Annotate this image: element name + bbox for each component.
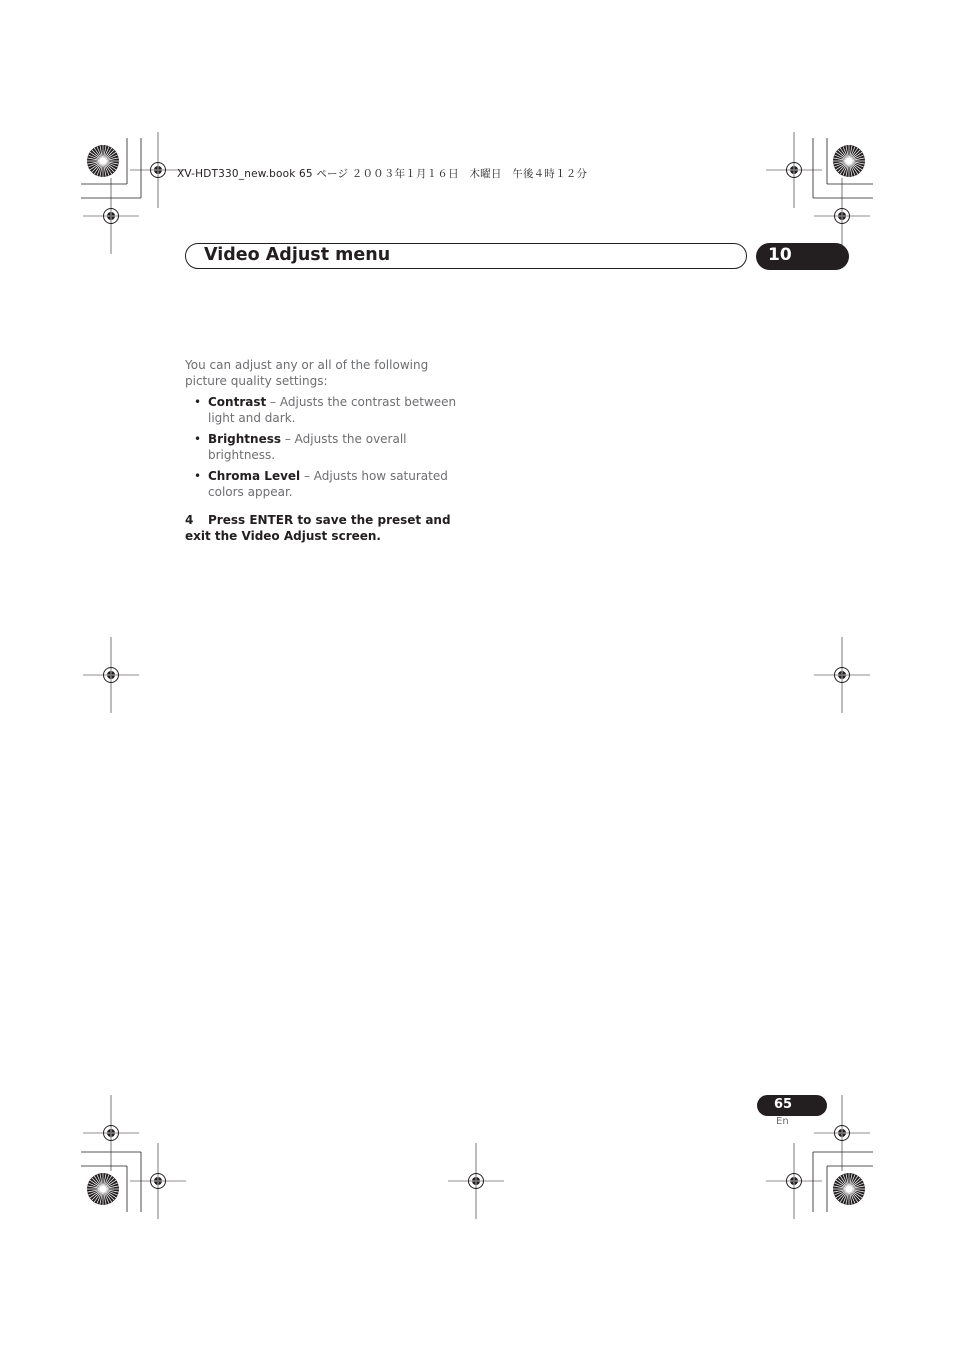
setting-description: – Adjusts how saturated colors appear. [208, 469, 448, 499]
bullet-icon: • [194, 395, 202, 409]
step-instruction [185, 512, 460, 544]
list-item [185, 468, 460, 500]
list-item [185, 431, 460, 463]
chapter-number: 10 [768, 245, 792, 265]
step-text: Press ENTER to save the preset and exit the Video Adjust screen. [185, 513, 451, 543]
step-number: 4 [185, 513, 194, 527]
setting-term: Chroma Level [208, 469, 301, 483]
setting-description: – Adjusts the overall brightness. [208, 432, 407, 462]
crop-lines [81, 138, 873, 1212]
chapter-header-bar [185, 243, 747, 269]
list-item [185, 394, 460, 426]
body-text [185, 357, 460, 556]
settings-list [185, 394, 460, 500]
bullet-icon: • [194, 432, 202, 446]
page-number-tab [757, 1095, 827, 1116]
setting-description: – Adjusts the contrast between light and dark. [208, 395, 457, 425]
page-language: En [776, 1116, 789, 1127]
setting-term: Contrast [208, 395, 267, 409]
print-slug: XV-HDT330_new.book 65 ページ ２００３年１月１６日 木曜日 午後４時１２分 [177, 168, 588, 180]
chapter-tab [756, 243, 849, 270]
setting-term: Brightness [208, 432, 282, 446]
intro-paragraph: You can adjust any or all of the following picture quality settings: [185, 358, 429, 388]
page-number: 65 [774, 1097, 793, 1112]
bullet-icon: • [194, 469, 202, 483]
page-title: Video Adjust menu [204, 245, 391, 265]
